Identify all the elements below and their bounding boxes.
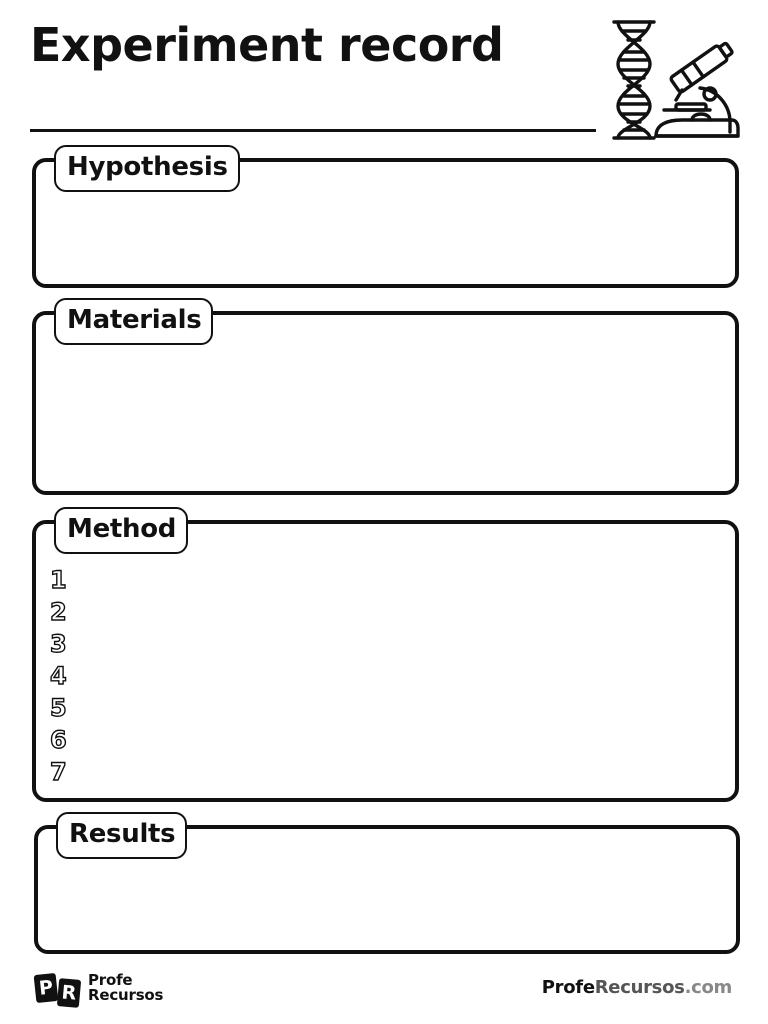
site-url-part-1: Profe — [541, 977, 595, 998]
method-label: Method — [54, 507, 188, 554]
method-step-number: 1 — [50, 566, 67, 594]
method-step-number: 7 — [50, 758, 67, 786]
logo-mark-icon — [35, 974, 80, 1005]
results-label: Results — [56, 812, 187, 859]
method-step-number: 4 — [50, 662, 67, 690]
method-steps-list — [50, 564, 67, 788]
logo-letter-p: P — [34, 973, 59, 1003]
page-title: Experiment record — [30, 18, 504, 72]
method-step-number: 2 — [50, 598, 67, 626]
hypothesis-box — [32, 152, 739, 288]
materials-label: Materials — [54, 298, 213, 345]
logo-wordmark — [88, 973, 163, 1003]
method-step-number: 5 — [50, 694, 67, 722]
method-step-number: 6 — [50, 726, 67, 754]
results-box — [34, 819, 740, 954]
logo-letter-r: R — [57, 978, 81, 1008]
dna-and-microscope-icon — [606, 18, 742, 142]
name-line — [30, 129, 596, 132]
site-url — [542, 977, 732, 998]
profe-recursos-logo — [35, 970, 163, 1006]
logo-word-recursos: Recursos — [88, 986, 164, 1004]
hypothesis-label: Hypothesis — [54, 145, 240, 192]
site-url-part-2: Recursos — [594, 977, 685, 998]
method-step-number: 3 — [50, 630, 67, 658]
site-url-part-3: .com — [684, 977, 732, 998]
logo-word-profe: Profe — [88, 971, 133, 989]
materials-box — [32, 305, 739, 495]
method-box — [32, 514, 739, 802]
